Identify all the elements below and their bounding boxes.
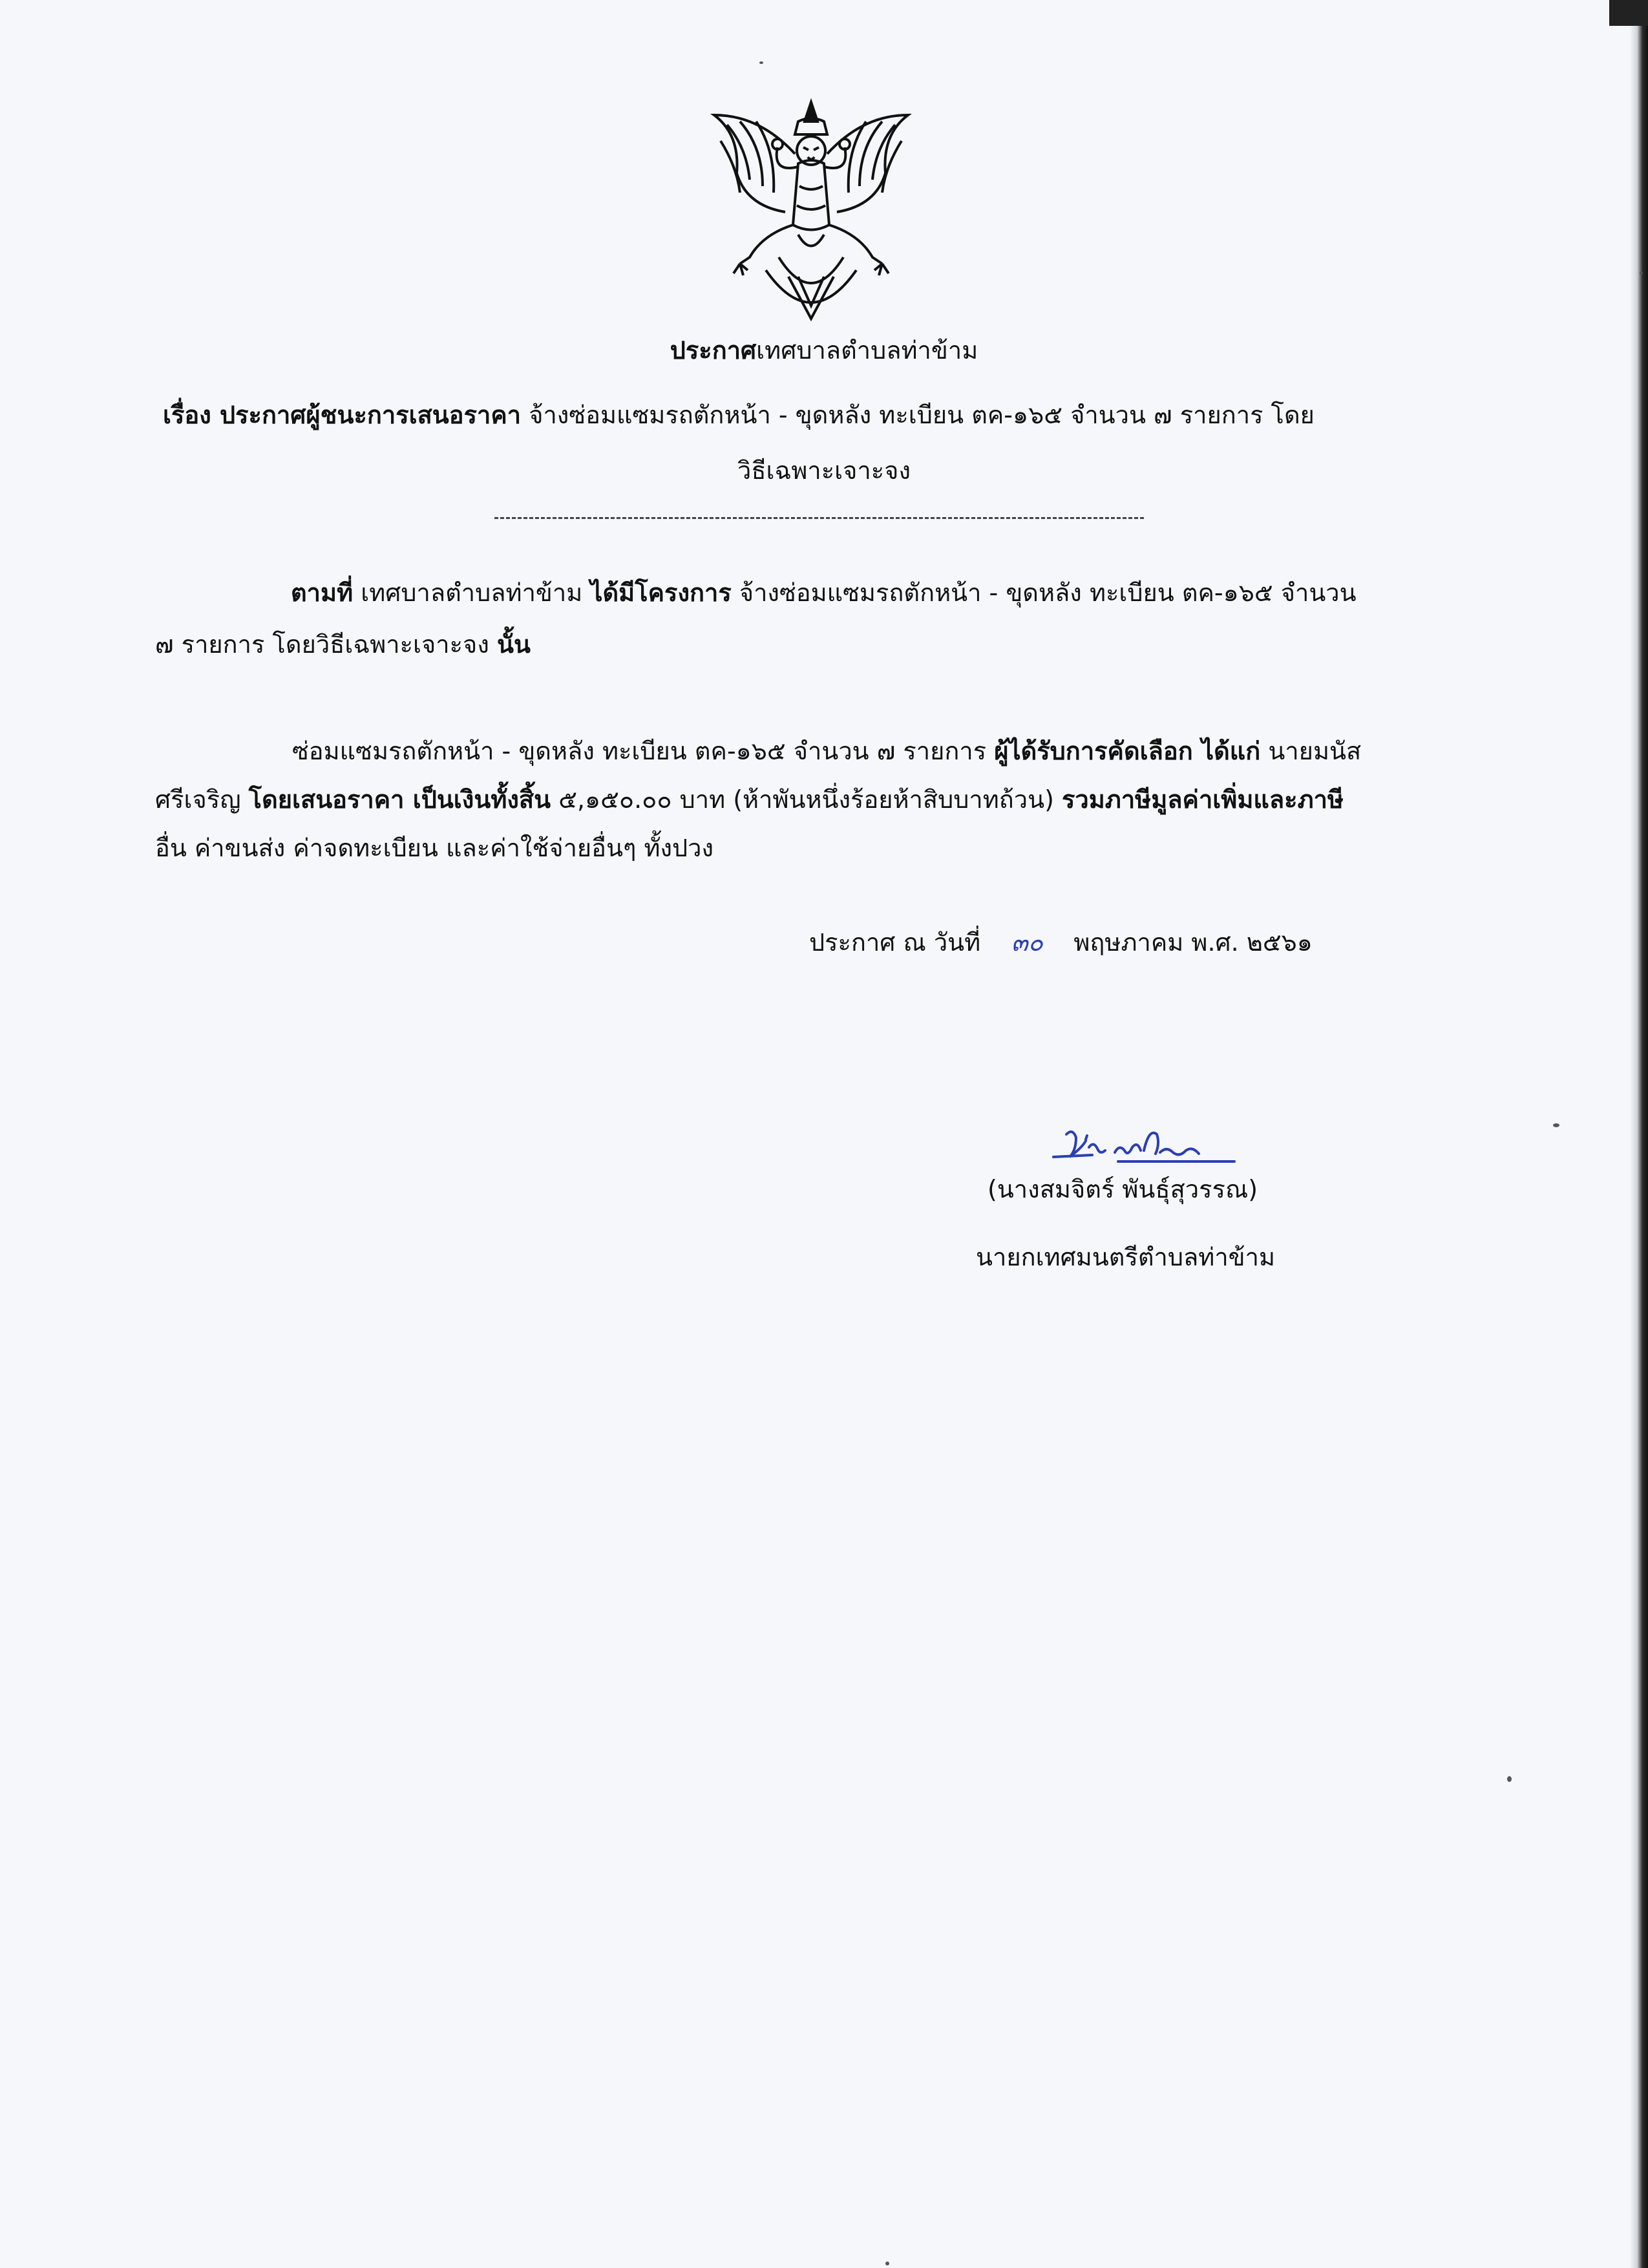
signatory-name [988, 1170, 1258, 1209]
date-day: ๓๐ [1011, 928, 1043, 957]
scan-speck [885, 2262, 889, 2265]
p2-line2-part3: ๕,๑๕๐.๐๐ บาท (ห้าพันหนึ่งร้อยห้าสิบบาทถ้วน) [551, 785, 1062, 814]
paragraph-1-line-2 [155, 625, 531, 664]
subject-line2-text: วิธีเฉพาะเจาะจง [737, 456, 911, 485]
announcement-title [0, 331, 1648, 370]
paragraph-2-line-2 [155, 780, 1344, 819]
date-rest: พฤษภาคม พ.ศ. ๒๕๖๑ [1073, 928, 1313, 957]
subject-line-1 [163, 396, 1315, 434]
p1-part3: ได้มีโครงการ [590, 578, 732, 607]
p1-line2-text: ๗ รายการ โดยวิธีเฉพาะเจาะจง [155, 630, 497, 659]
scan-speck [759, 61, 763, 64]
date-prefix: ประกาศ ณ วันที่ [809, 928, 981, 957]
scan-corner [1609, 0, 1648, 26]
signatory-name-text: (นางสมจิตร์ พันธุ์สุวรรณ) [988, 1175, 1258, 1203]
p1-part2: เทศบาลตำบลท่าข้าม [353, 578, 591, 607]
p1-line2-bold: นั้น [496, 630, 531, 659]
signatory-position-text: นายกเทศมนตรีตำบลท่าข้าม [976, 1243, 1276, 1271]
p2-line3: อื่น ค่าขนส่ง ค่าจดทะเบียน และค่าใช้จ่ายอื่นๆ ทั้งปวง [155, 834, 714, 862]
p1-part4: จ้างซ่อมแซมรถตักหน้า - ขุดหลัง ทะเบียน ตค-๑๖๕ จำนวน [731, 578, 1357, 607]
p1-part1: ตามที่ [291, 578, 354, 607]
p2-part2: ผู้ได้รับการคัดเลือก ได้แก่ [994, 737, 1261, 765]
title-bold: ประกาศ [670, 336, 757, 365]
paragraph-2-line-1 [292, 732, 1361, 770]
scan-speck [1640, 271, 1643, 275]
paragraph-1-line-1 [291, 573, 1357, 612]
p2-part1: ซ่อมแซมรถตักหน้า - ขุดหลัง ทะเบียน ตค-๑๖๕ จำนวน ๗ รายการ [292, 737, 995, 765]
p2-part3: นายมนัส [1260, 737, 1362, 765]
scan-speck [1507, 1776, 1512, 1782]
paragraph-2-line-3 [155, 829, 713, 867]
scan-speck [1553, 1123, 1559, 1127]
p2-line2-part1: ศรีเจริญ [155, 785, 249, 814]
date-line [809, 923, 1313, 962]
signatory-position [976, 1238, 1275, 1277]
subject-prefix: เรื่อง ประกาศผู้ชนะการเสนอราคา [163, 401, 522, 429]
subject-text: จ้างซ่อมแซมรถตักหน้า - ขุดหลัง ทะเบียน ตค-๑๖๕ จำนวน ๗ รายการ โดย [521, 401, 1315, 429]
subject-line-2 [0, 451, 1648, 490]
garuda-emblem-icon [701, 96, 921, 335]
separator-line [494, 517, 1144, 519]
title-rest: เทศบาลตำบลท่าข้าม [756, 336, 978, 365]
p2-line2-part2: โดยเสนอราคา เป็นเงินทั้งสิ้น [248, 785, 551, 814]
p2-line2-part4: รวมภาษีมูลค่าเพิ่มและภาษี [1061, 785, 1344, 814]
